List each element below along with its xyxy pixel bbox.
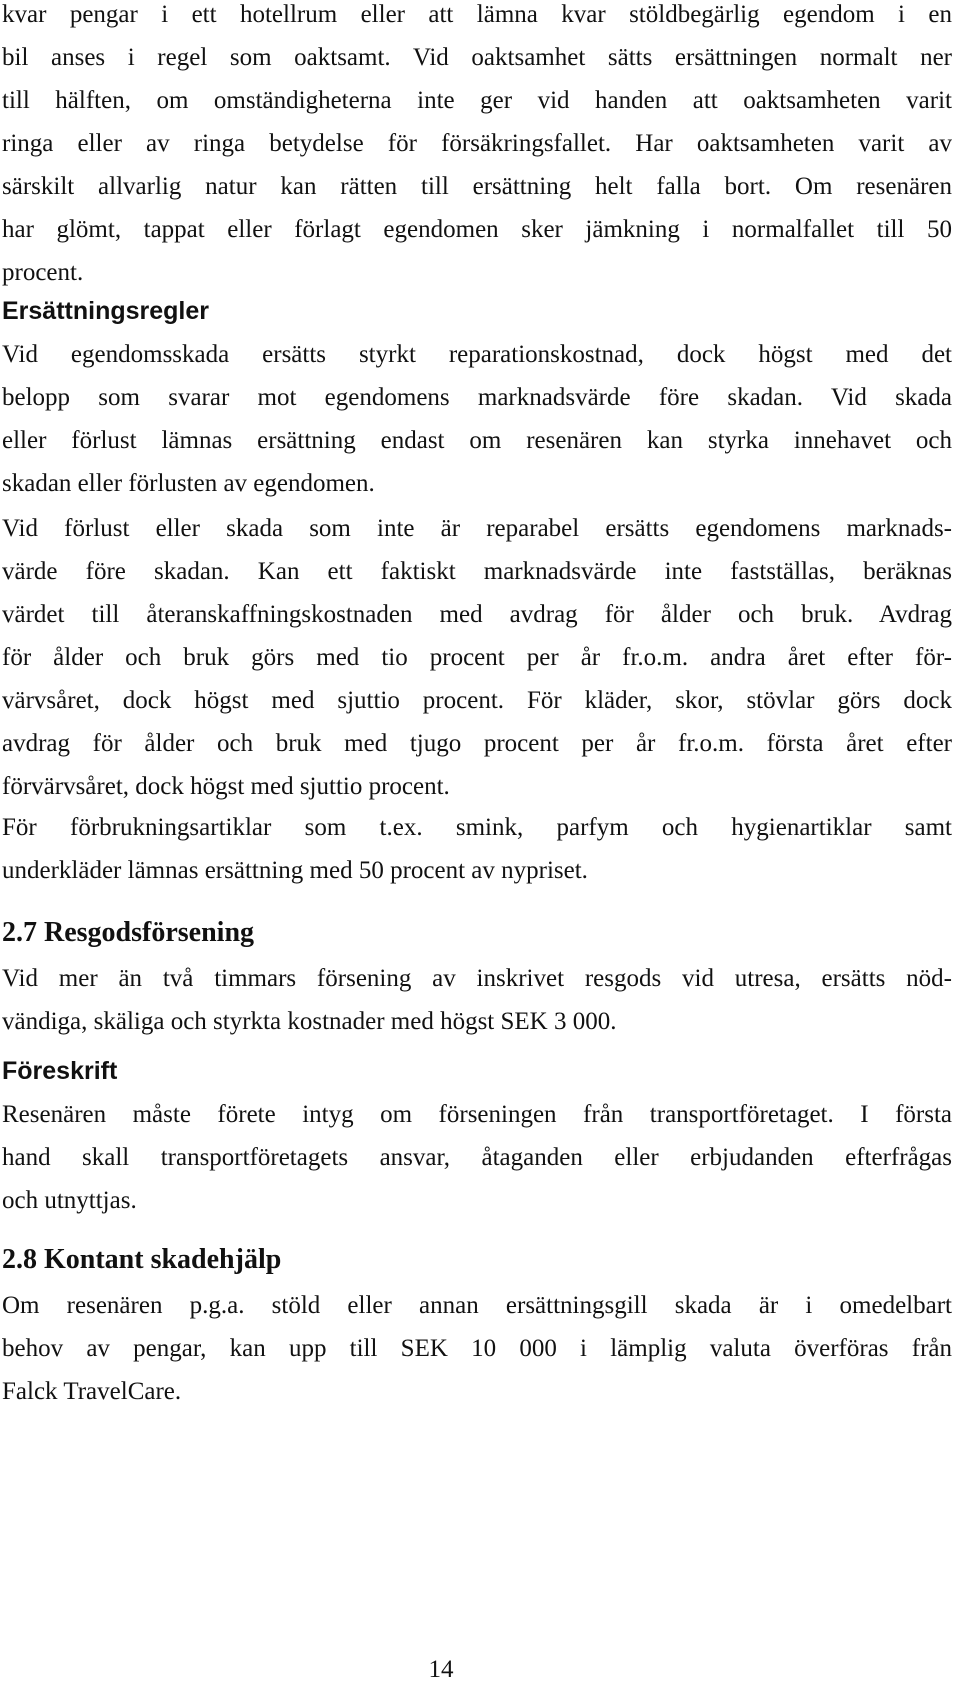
kontant-skadehjalp-paragraph <box>2 1284 952 1413</box>
text-line: särskilt allvarlig natur kan rätten till ersättning helt falla bort. Om resenären <box>2 173 952 200</box>
section-heading-2-7: 2.7 Resgodsförsening <box>2 917 255 948</box>
text-line: för ålder och bruk görs med tio procent per år fr.o.m. andra året efter för- <box>2 644 952 671</box>
text-line: Falck TravelCare. <box>2 1378 182 1405</box>
text-line: eller förlust lämnas ersättning endast om resenären kan styrka innehavet och <box>2 427 952 454</box>
ersattningsregler-paragraph-2 <box>2 507 952 808</box>
text-line: bil anses i regel som oaktsamt. Vid oaktsamhet sätts ersättningen normalt ner <box>2 44 952 71</box>
ersattningsregler-paragraph-3 <box>2 806 952 892</box>
text-line: underkläder lämnas ersättning med 50 procent av nypriset. <box>2 857 588 884</box>
text-line: avdrag för ålder och bruk med tjugo procent per år fr.o.m. första året efter <box>2 730 952 757</box>
text-line: hand skall transportföretagets ansvar, åtaganden eller erbjudanden efterfrågas <box>2 1144 952 1171</box>
text-line: värdet till återanskaffningskostnaden med avdrag för ålder och bruk. Avdrag <box>2 601 952 628</box>
section-heading-2-8: 2.8 Kontant skadehjälp <box>2 1244 282 1275</box>
text-line: och utnyttjas. <box>2 1187 137 1214</box>
text-line: förvärvsåret, dock högst med sjuttio procent. <box>2 773 450 800</box>
text-line: För förbrukningsartiklar som t.ex. smink, parfym och hygienartiklar samt <box>2 814 952 841</box>
text-line: Vid mer än två timmars försening av inskrivet resgods vid utresa, ersätts nöd- <box>2 965 952 992</box>
foreskrift-paragraph <box>2 1093 952 1222</box>
text-line: till hälften, om omständigheterna inte ger vid handen att oaktsamheten varit <box>2 87 952 114</box>
text-line: ringa eller av ringa betydelse för försäkringsfallet. Har oaktsamheten varit av <box>2 130 952 157</box>
text-line: Om resenären p.g.a. stöld eller annan ersättningsgill skada är i omedelbart <box>2 1292 952 1319</box>
text-line: värde före skadan. Kan ett faktiskt marknadsvärde inte fastställas, beräknas <box>2 558 952 585</box>
text-line: har glömt, tappat eller förlagt egendomen sker jämkning i normalfallet till 50 <box>2 216 952 243</box>
intro-paragraph <box>2 0 952 294</box>
text-line: Vid egendomsskada ersätts styrkt reparationskostnad, dock högst med det <box>2 341 952 368</box>
text-line: skadan eller förlusten av egendomen. <box>2 470 375 497</box>
subheading-foreskrift: Föreskrift <box>2 1057 118 1085</box>
resgodsforsening-paragraph <box>2 957 952 1043</box>
text-line: värvsåret, dock högst med sjuttio procent. För kläder, skor, stövlar görs dock <box>2 687 952 714</box>
text-line: behov av pengar, kan upp till SEK 10 000 i lämplig valuta överföras från <box>2 1335 952 1362</box>
text-line: kvar pengar i ett hotellrum eller att lämna kvar stöldbegärlig egendom i en <box>2 1 952 28</box>
text-line: Vid förlust eller skada som inte är reparabel ersätts egendomens marknads- <box>2 515 952 542</box>
ersattningsregler-paragraph-1 <box>2 333 952 505</box>
page-number: 14 <box>428 1656 454 1683</box>
text-line: procent. <box>2 259 84 286</box>
text-line: Resenären måste förete intyg om förseningen från transportföretaget. I första <box>2 1101 952 1128</box>
text-line: vändiga, skäliga och styrkta kostnader med högst SEK 3 000. <box>2 1008 617 1035</box>
section-heading-ersattningsregler: Ersättningsregler <box>2 297 210 325</box>
text-line: belopp som svarar mot egendomens marknadsvärde före skadan. Vid skada <box>2 384 952 411</box>
